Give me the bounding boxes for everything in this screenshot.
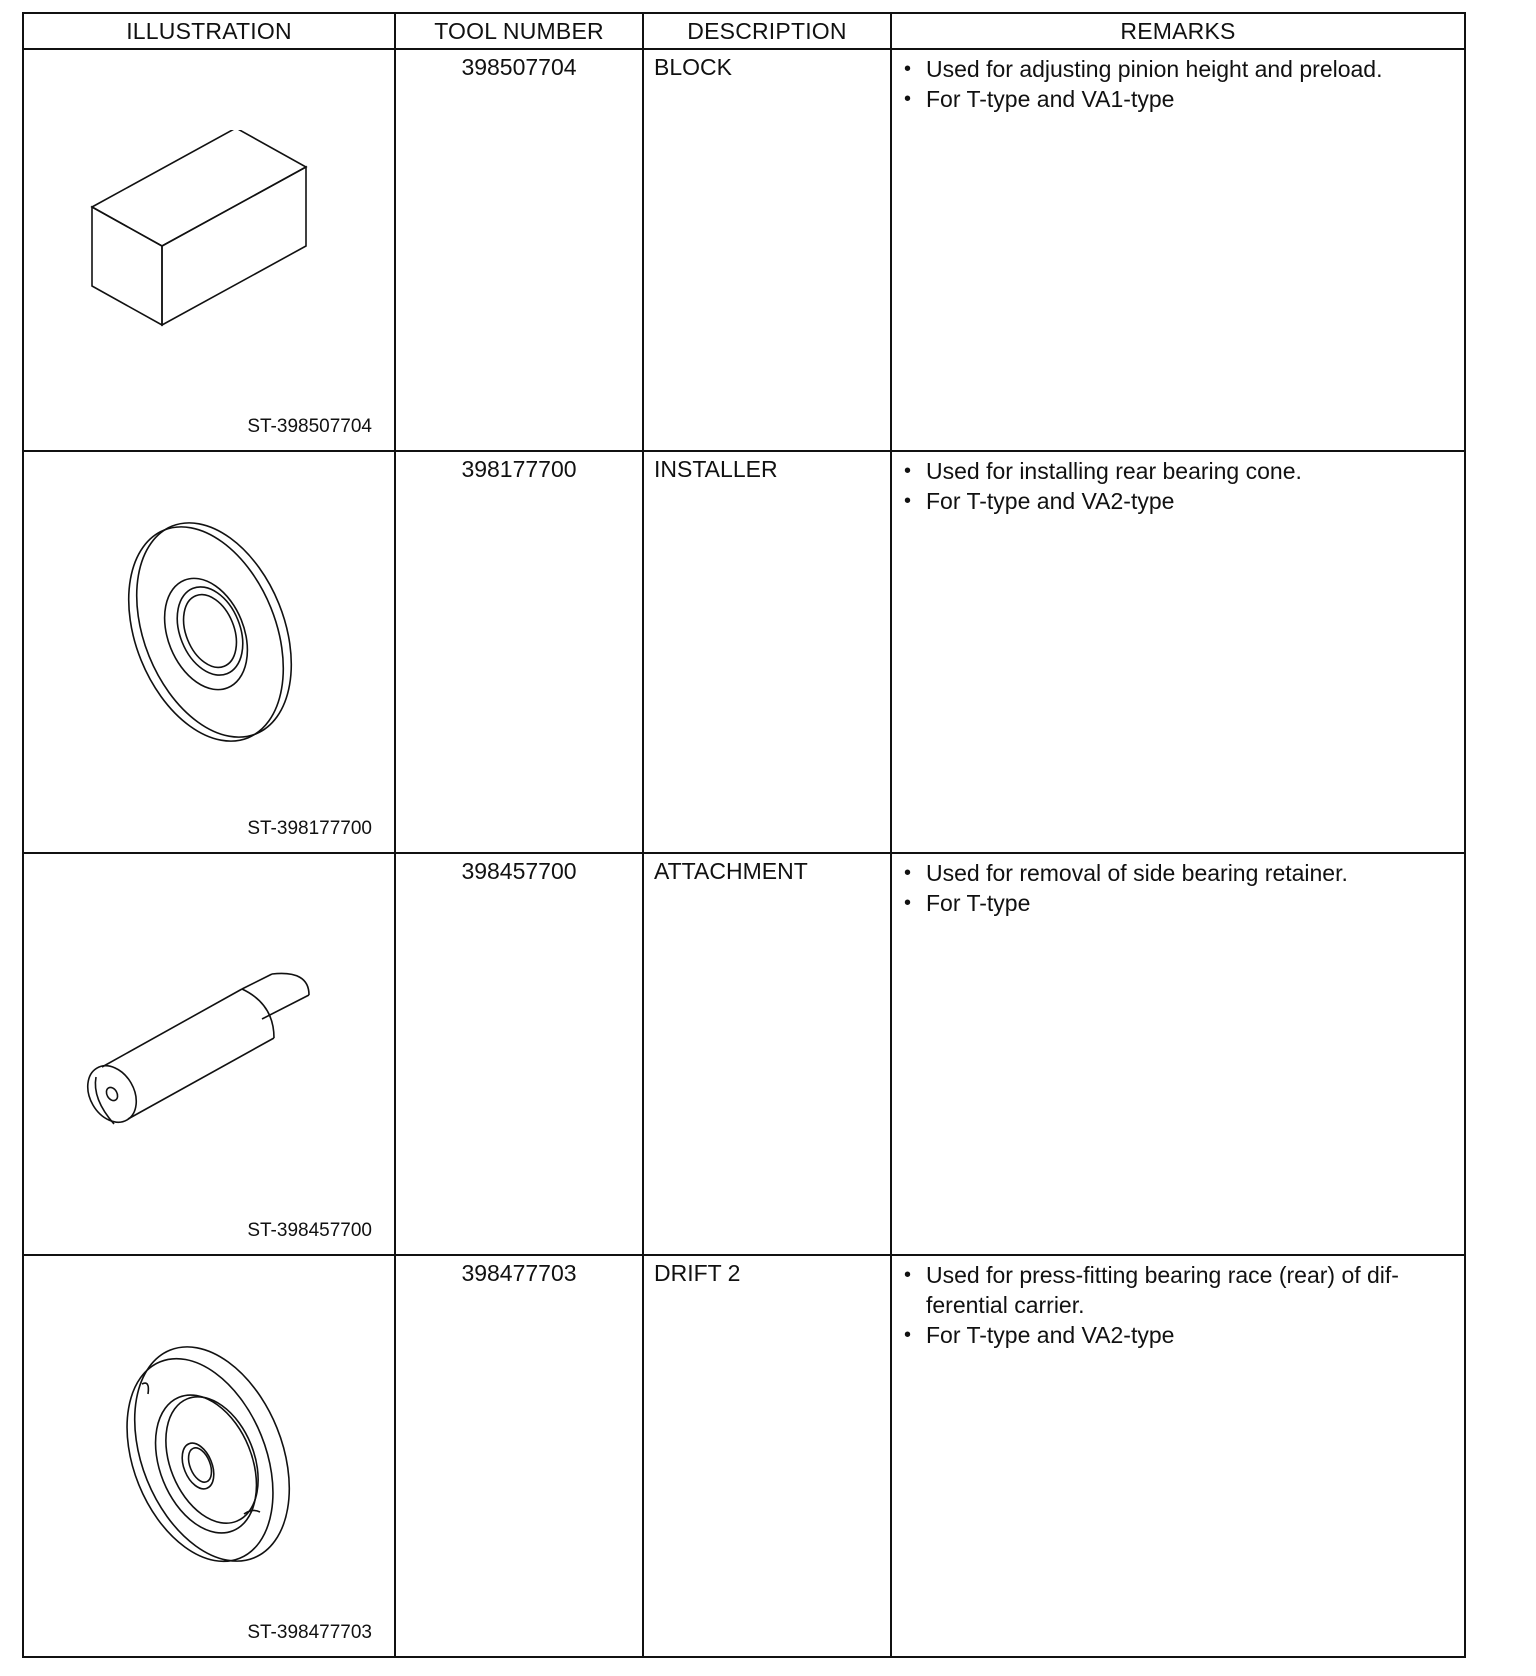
remarks-cell	[891, 451, 1465, 853]
illustration-cell	[23, 49, 395, 451]
tool-description: DRIFT 2	[643, 1255, 891, 1657]
remark-item: • Used for removal of side bearing retainer.	[902, 858, 1454, 888]
tool-description: INSTALLER	[643, 451, 891, 853]
header-description: DESCRIPTION	[643, 13, 891, 49]
illustration-cell	[23, 1255, 395, 1657]
remark-item: • For T-type and VA2-type	[902, 1320, 1454, 1350]
remark-item: • For T-type	[902, 888, 1454, 918]
illustration-cell	[23, 451, 395, 853]
header-illustration: ILLUSTRATION	[23, 13, 395, 49]
remarks-list	[902, 456, 1454, 516]
remarks-cell	[891, 853, 1465, 1255]
illustration-code: ST-398477703	[247, 1622, 372, 1643]
drift-ring-illustration	[94, 1336, 334, 1576]
table-row	[23, 451, 1465, 853]
block-illustration	[84, 130, 324, 330]
remark-item: • Used for press-fitting bearing race (rear) of dif-ferential carrier.	[902, 1260, 1454, 1320]
header-remarks: REMARKS	[891, 13, 1465, 49]
remarks-cell	[891, 49, 1465, 451]
header-tool-number: TOOL NUMBER	[395, 13, 643, 49]
illustration-code: ST-398507704	[247, 416, 372, 437]
tool-number: 398507704	[395, 49, 643, 451]
illustration-code: ST-398177700	[247, 818, 372, 839]
illustration-cell	[23, 853, 395, 1255]
table-row	[23, 49, 1465, 451]
tool-description: BLOCK	[643, 49, 891, 451]
table-row	[23, 853, 1465, 1255]
tool-number: 398177700	[395, 451, 643, 853]
header-row	[23, 13, 1465, 49]
tool-number: 398457700	[395, 853, 643, 1255]
remarks-list	[902, 1260, 1454, 1350]
attachment-shaft-illustration	[84, 964, 344, 1164]
remark-item: • For T-type and VA2-type	[902, 486, 1454, 516]
tool-description: ATTACHMENT	[643, 853, 891, 1255]
remark-item: • Used for installing rear bearing cone.	[902, 456, 1454, 486]
installer-disc-illustration	[84, 512, 324, 752]
remark-item: • For T-type and VA1-type	[902, 84, 1454, 114]
remarks-list	[902, 54, 1454, 114]
remarks-cell	[891, 1255, 1465, 1657]
illustration-code: ST-398457700	[247, 1220, 372, 1241]
special-tools-table	[22, 12, 1466, 1658]
table-row	[23, 1255, 1465, 1657]
remarks-list	[902, 858, 1454, 918]
tool-number: 398477703	[395, 1255, 643, 1657]
remark-item: • Used for adjusting pinion height and preload.	[902, 54, 1454, 84]
